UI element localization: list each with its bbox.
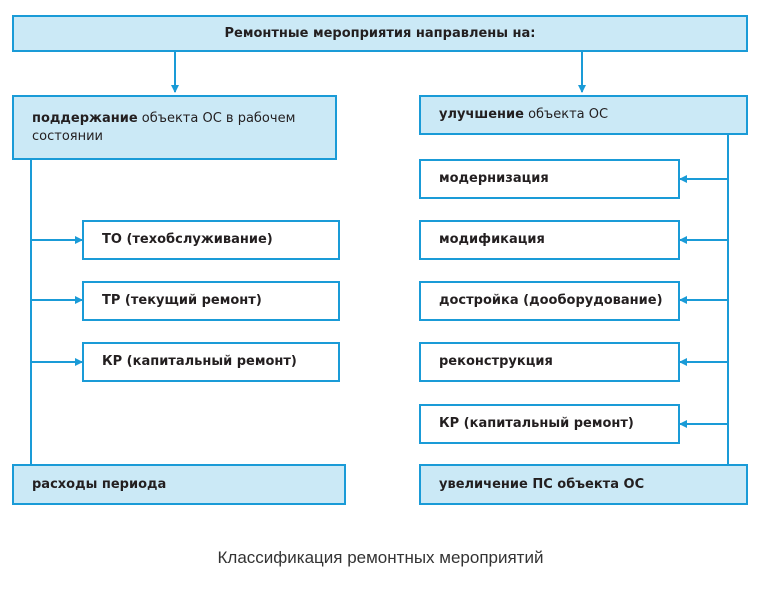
- left-item-kr: [82, 342, 340, 382]
- left-item-tr: [82, 281, 340, 321]
- right-item-completion: [419, 281, 680, 321]
- right-item-label: реконструкция: [439, 354, 553, 369]
- right-item-modernization: [419, 159, 680, 199]
- left-header-bold: поддержание: [32, 110, 138, 126]
- top-box: [12, 15, 748, 52]
- right-item-label: КР (капитальный ремонт): [439, 416, 634, 431]
- top-label: Ремонтные мероприятия направлены на:: [224, 25, 536, 41]
- right-item-reconstruction: [419, 342, 680, 382]
- right-header-rest: объекта ОС: [523, 107, 609, 122]
- right-item-modification: [419, 220, 680, 260]
- right-item-label: достройка (дооборудование): [439, 293, 663, 308]
- left-item-label: КР (капитальный ремонт): [102, 354, 297, 369]
- left-header-rest: объекта ОС в рабочем состоянии: [32, 110, 296, 144]
- left-header-box: [12, 95, 337, 160]
- right-item-label: модификация: [439, 232, 545, 247]
- left-result-box: [12, 464, 346, 505]
- figure-caption: Классификация ремонтных мероприятий: [217, 548, 544, 567]
- right-header-bold: улучшение: [439, 107, 524, 122]
- right-item-kr: [419, 404, 680, 444]
- right-header-box: [419, 95, 748, 135]
- left-result-label: расходы периода: [32, 476, 167, 492]
- left-item-to: [82, 220, 340, 260]
- left-item-label: ТО (техобслуживание): [102, 232, 273, 247]
- right-result-label: увеличение ПС объекта ОС: [439, 476, 645, 492]
- right-item-label: модернизация: [439, 171, 549, 186]
- left-item-label: ТР (текущий ремонт): [102, 293, 262, 308]
- right-result-box: [419, 464, 748, 505]
